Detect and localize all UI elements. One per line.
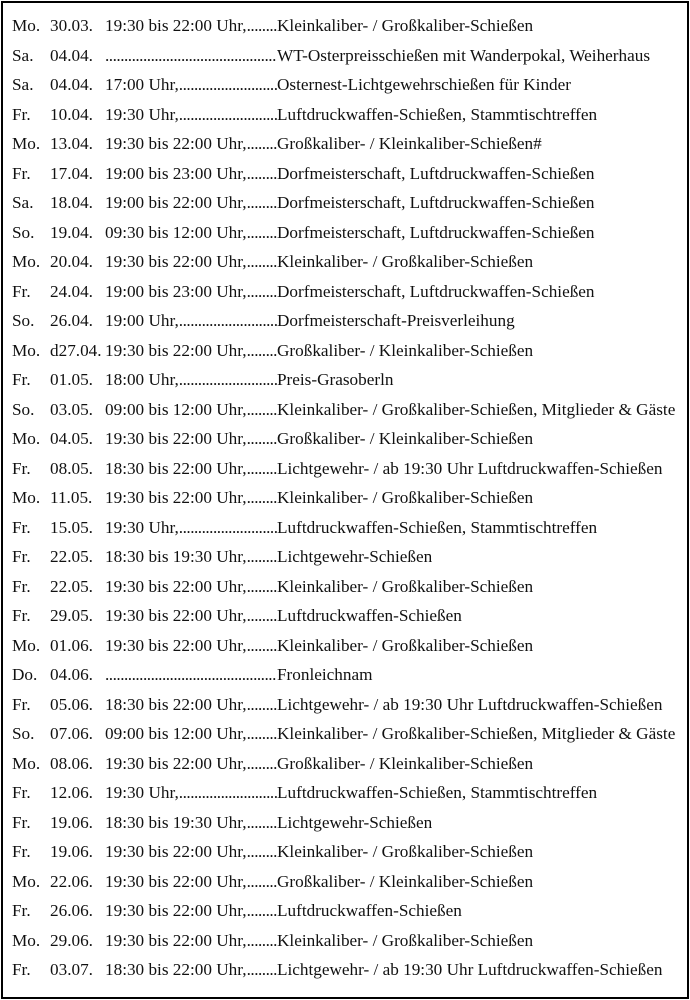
schedule-row: [12, 105, 684, 135]
row-time-cell: [105, 547, 277, 567]
row-day: Mo.: [12, 930, 41, 950]
dot-leader: [179, 370, 277, 390]
row-time: 19:30 bis 22:00 Uhr,: [105, 576, 247, 596]
dot-leader: [247, 960, 277, 980]
row-event: Lichtgewehr- / ab 19:30 Uhr Luftdruckwaffen-Schießen: [277, 694, 663, 714]
row-date: 19.06.: [50, 812, 93, 832]
row-date: d27.04.: [50, 340, 102, 360]
row-day: Fr.: [12, 458, 31, 478]
row-event: Dorfmeisterschaft, Luftdruckwaffen-Schießen: [277, 222, 595, 242]
row-day: Fr.: [12, 281, 31, 301]
row-time-cell: [105, 105, 277, 125]
row-time: 19:30 bis 22:00 Uhr,: [105, 16, 247, 35]
schedule-row: [12, 16, 684, 46]
row-day: Mo.: [12, 871, 41, 891]
dot-leader: [247, 16, 277, 36]
dot-leader: [247, 872, 277, 892]
row-time: 19:30 bis 22:00 Uhr,: [105, 930, 247, 950]
row-event: Lichtgewehr-Schießen: [277, 547, 433, 566]
dot-leader: [247, 134, 277, 154]
row-time-cell: [105, 606, 277, 626]
dot-leader: [247, 931, 277, 951]
row-day: Sa.: [12, 45, 34, 65]
row-time-cell: [105, 783, 277, 803]
schedule-row: [12, 311, 684, 341]
schedule-row: [12, 459, 684, 489]
schedule-row: [12, 75, 684, 105]
schedule-row: [12, 842, 684, 872]
row-day: Fr.: [12, 517, 31, 537]
row-event: Fronleichnam: [277, 665, 373, 684]
row-date: 19.06.: [50, 842, 93, 861]
row-date: 10.04.: [50, 104, 93, 124]
row-day: Fr.: [12, 783, 31, 802]
dot-leader: [247, 164, 277, 184]
row-time: 19:00 Uhr,: [105, 311, 179, 330]
dot-leader: [247, 341, 277, 361]
schedule-row: [12, 429, 684, 459]
row-day: Mo.: [12, 429, 41, 448]
row-time-cell: [105, 577, 277, 597]
dot-leader: [105, 46, 277, 66]
row-time: 19:30 Uhr,: [105, 783, 179, 802]
row-time: 19:30 bis 22:00 Uhr,: [105, 252, 247, 271]
row-date: 15.05.: [50, 517, 93, 537]
row-time-cell: [105, 75, 277, 95]
dot-leader: [247, 459, 277, 479]
dot-leader: [179, 311, 277, 331]
row-date: 05.06.: [50, 694, 93, 714]
row-time-cell: [105, 429, 277, 449]
dot-leader: [247, 488, 277, 508]
row-time-cell: [105, 252, 277, 272]
row-date: 12.06.: [50, 783, 93, 802]
row-time: 18:30 bis 22:00 Uhr,: [105, 694, 247, 714]
row-time: 18:30 bis 22:00 Uhr,: [105, 458, 247, 478]
schedule-row: [12, 931, 684, 961]
schedule-row: [12, 724, 684, 754]
row-day: Fr.: [12, 370, 31, 389]
schedule-row: [12, 518, 684, 548]
row-day: Mo.: [12, 252, 41, 271]
schedule-row: [12, 488, 684, 518]
row-time-cell: [105, 665, 277, 685]
row-time: 19:30 bis 22:00 Uhr,: [105, 842, 247, 861]
row-time-cell: [105, 901, 277, 921]
row-date: 08.06.: [50, 753, 93, 773]
row-date: 01.06.: [50, 635, 93, 655]
dot-leader: [179, 783, 277, 803]
row-event: Großkaliber- / Kleinkaliber-Schießen: [277, 340, 534, 360]
row-day: Mo.: [12, 753, 41, 773]
row-time-cell: [105, 842, 277, 862]
row-time: 19:30 Uhr,: [105, 104, 179, 124]
dot-leader: [247, 282, 277, 302]
dot-leader: [247, 901, 277, 921]
row-time-cell: [105, 931, 277, 951]
row-date: 18.04.: [50, 193, 93, 212]
row-date: 22.05.: [50, 547, 93, 566]
dot-leader: [247, 547, 277, 567]
schedule-row: [12, 577, 684, 607]
row-day: Sa.: [12, 193, 34, 212]
row-time: 19:30 bis 22:00 Uhr,: [105, 134, 247, 153]
row-date: 26.04.: [50, 311, 93, 330]
row-event: Kleinkaliber- / Großkaliber-Schießen: [277, 842, 534, 861]
row-time: 18:30 bis 19:30 Uhr,: [105, 812, 247, 832]
row-event: Lichtgewehr- / ab 19:30 Uhr Luftdruckwaffen-Schießen: [277, 960, 663, 979]
row-date: 22.05.: [50, 576, 93, 596]
row-day: Fr.: [12, 901, 31, 920]
row-time: 17:00 Uhr,: [105, 75, 179, 94]
row-time: 18:30 bis 22:00 Uhr,: [105, 960, 247, 979]
row-time: 19:30 bis 22:00 Uhr,: [105, 901, 247, 920]
dot-leader: [179, 105, 277, 125]
schedule-row: [12, 223, 684, 253]
row-date: 30.03.: [50, 16, 93, 35]
schedule-row: [12, 754, 684, 784]
row-event: Großkaliber- / Kleinkaliber-Schießen: [277, 753, 534, 773]
row-time-cell: [105, 223, 277, 243]
schedule-row: [12, 341, 684, 371]
schedule-row: [12, 547, 684, 577]
dot-leader: [179, 75, 277, 95]
schedule-row: [12, 134, 684, 164]
row-day: Fr.: [12, 842, 31, 861]
schedule-row: [12, 960, 684, 990]
schedule-row: [12, 193, 684, 223]
row-event: WT-Osterpreisschießen mit Wanderpokal, Weiherhaus: [277, 45, 651, 65]
row-date: 04.04.: [50, 75, 93, 94]
row-day: Mo.: [12, 635, 41, 655]
schedule-row: [12, 901, 684, 931]
row-event: Lichtgewehr- / ab 19:30 Uhr Luftdruckwaffen-Schießen: [277, 458, 663, 478]
row-time-cell: [105, 400, 277, 420]
row-time-cell: [105, 636, 277, 656]
row-event: Kleinkaliber- / Großkaliber-Schießen: [277, 576, 534, 596]
dot-leader: [247, 842, 277, 862]
schedule-frame: [1, 1, 689, 999]
schedule-row: [12, 252, 684, 282]
dot-leader: [247, 193, 277, 213]
dot-leader: [247, 695, 277, 715]
dot-leader: [247, 429, 277, 449]
schedule-row: [12, 636, 684, 666]
row-time-cell: [105, 813, 277, 833]
row-date: 22.06.: [50, 871, 93, 891]
row-time-cell: [105, 872, 277, 892]
row-event: Luftdruckwaffen-Schießen, Stammtischtreffen: [277, 104, 598, 124]
dot-leader: [247, 636, 277, 656]
row-day: Mo.: [12, 16, 41, 35]
dot-leader: [247, 754, 277, 774]
row-time: 09:00 bis 12:00 Uhr,: [105, 724, 247, 743]
row-time-cell: [105, 695, 277, 715]
row-event: Großkaliber- / Kleinkaliber-Schießen: [277, 871, 534, 891]
row-date: 29.06.: [50, 930, 93, 950]
row-event: Dorfmeisterschaft, Luftdruckwaffen-Schießen: [277, 281, 595, 301]
row-event: Luftdruckwaffen-Schießen: [277, 901, 462, 920]
row-day: Do.: [12, 665, 38, 684]
row-time: 19:30 bis 22:00 Uhr,: [105, 635, 247, 655]
row-date: 04.05.: [50, 429, 93, 448]
row-time: 19:30 bis 22:00 Uhr,: [105, 871, 247, 891]
schedule-row: [12, 813, 684, 843]
schedule-row: [12, 46, 684, 76]
row-time: 09:30 bis 12:00 Uhr,: [105, 222, 247, 242]
row-time-cell: [105, 164, 277, 184]
row-date: 04.04.: [50, 45, 93, 65]
row-date: 13.04.: [50, 134, 93, 153]
row-date: 29.05.: [50, 606, 93, 625]
row-time-cell: [105, 16, 277, 36]
row-event: Lichtgewehr-Schießen: [277, 812, 433, 832]
row-time-cell: [105, 282, 277, 302]
row-time: 19:30 bis 22:00 Uhr,: [105, 753, 247, 773]
row-event: Kleinkaliber- / Großkaliber-Schießen: [277, 635, 534, 655]
row-time-cell: [105, 488, 277, 508]
dot-leader: [105, 665, 277, 685]
row-day: Mo.: [12, 134, 41, 153]
dot-leader: [247, 223, 277, 243]
schedule-row: [12, 665, 684, 695]
schedule-row: [12, 400, 684, 430]
row-event: Kleinkaliber- / Großkaliber-Schießen, Mitglieder & Gäste: [277, 399, 676, 419]
row-day: Mo.: [12, 488, 41, 507]
row-time-cell: [105, 46, 277, 66]
row-event: Dorfmeisterschaft-Preisverleihung: [277, 311, 515, 330]
row-day: Fr.: [12, 606, 31, 625]
row-event: Kleinkaliber- / Großkaliber-Schießen: [277, 488, 534, 507]
row-day: So.: [12, 724, 35, 743]
schedule-row: [12, 370, 684, 400]
row-time: 09:00 bis 12:00 Uhr,: [105, 399, 247, 419]
row-date: 03.07.: [50, 960, 93, 979]
row-event: Luftdruckwaffen-Schießen, Stammtischtreffen: [277, 783, 598, 802]
row-day: So.: [12, 399, 35, 419]
row-time-cell: [105, 193, 277, 213]
dot-leader: [247, 606, 277, 626]
row-event: Preis-Grasoberln: [277, 370, 394, 389]
row-day: Fr.: [12, 812, 31, 832]
row-date: 24.04.: [50, 281, 93, 301]
row-event: Luftdruckwaffen-Schießen: [277, 606, 462, 625]
row-day: Fr.: [12, 163, 31, 183]
row-day: Fr.: [12, 576, 31, 596]
row-date: 08.05.: [50, 458, 93, 478]
schedule-row: [12, 606, 684, 636]
row-event: Dorfmeisterschaft, Luftdruckwaffen-Schießen: [277, 193, 595, 212]
dot-leader: [179, 518, 277, 538]
dot-leader: [247, 813, 277, 833]
schedule-row: [12, 695, 684, 725]
row-event: Luftdruckwaffen-Schießen, Stammtischtreffen: [277, 517, 598, 537]
row-event: Großkaliber- / Kleinkaliber-Schießen#: [277, 134, 542, 153]
row-day: Mo.: [12, 340, 41, 360]
row-time-cell: [105, 960, 277, 980]
row-event: Kleinkaliber- / Großkaliber-Schießen: [277, 930, 534, 950]
row-event: Großkaliber- / Kleinkaliber-Schießen: [277, 429, 534, 448]
row-time-cell: [105, 370, 277, 390]
dot-leader: [247, 724, 277, 744]
dot-leader: [247, 400, 277, 420]
row-day: Fr.: [12, 694, 31, 714]
row-time: 19:30 bis 22:00 Uhr,: [105, 606, 247, 625]
row-day: So.: [12, 222, 35, 242]
schedule-list: [12, 16, 684, 990]
row-date: 01.05.: [50, 370, 93, 389]
schedule-row: [12, 282, 684, 312]
row-time: 19:30 bis 22:00 Uhr,: [105, 340, 247, 360]
row-day: Fr.: [12, 960, 31, 979]
row-time: 19:30 Uhr,: [105, 517, 179, 537]
row-day: Sa.: [12, 75, 34, 94]
row-time-cell: [105, 724, 277, 744]
row-time: 19:00 bis 22:00 Uhr,: [105, 193, 247, 212]
row-date: 26.06.: [50, 901, 93, 920]
row-time: 18:30 bis 19:30 Uhr,: [105, 547, 247, 566]
row-day: So.: [12, 311, 35, 330]
schedule-row: [12, 783, 684, 813]
row-time: 19:00 bis 23:00 Uhr,: [105, 163, 247, 183]
row-date: 20.04.: [50, 252, 93, 271]
row-date: 19.04.: [50, 222, 93, 242]
row-time: 19:30 bis 22:00 Uhr,: [105, 488, 247, 507]
row-event: Kleinkaliber- / Großkaliber-Schießen: [277, 252, 534, 271]
row-date: 11.05.: [50, 488, 93, 507]
row-time: 19:30 bis 22:00 Uhr,: [105, 429, 247, 448]
row-event: Kleinkaliber- / Großkaliber-Schießen: [277, 16, 534, 35]
row-time-cell: [105, 341, 277, 361]
row-time-cell: [105, 134, 277, 154]
row-time: 18:00 Uhr,: [105, 370, 179, 389]
row-time-cell: [105, 754, 277, 774]
row-day: Fr.: [12, 104, 31, 124]
row-date: 07.06.: [50, 724, 93, 743]
schedule-row: [12, 872, 684, 902]
dot-leader: [247, 577, 277, 597]
row-date: 03.05.: [50, 399, 93, 419]
row-date: 04.06.: [50, 665, 93, 684]
schedule-row: [12, 164, 684, 194]
row-time-cell: [105, 311, 277, 331]
row-event: Kleinkaliber- / Großkaliber-Schießen, Mitglieder & Gäste: [277, 724, 676, 743]
row-date: 17.04.: [50, 163, 93, 183]
row-day: Fr.: [12, 547, 31, 566]
row-time: 19:00 bis 23:00 Uhr,: [105, 281, 247, 301]
row-event: Dorfmeisterschaft, Luftdruckwaffen-Schießen: [277, 163, 595, 183]
row-event: Osternest-Lichtgewehrschießen für Kinder: [277, 75, 571, 94]
row-time-cell: [105, 518, 277, 538]
dot-leader: [247, 252, 277, 272]
row-time-cell: [105, 459, 277, 479]
